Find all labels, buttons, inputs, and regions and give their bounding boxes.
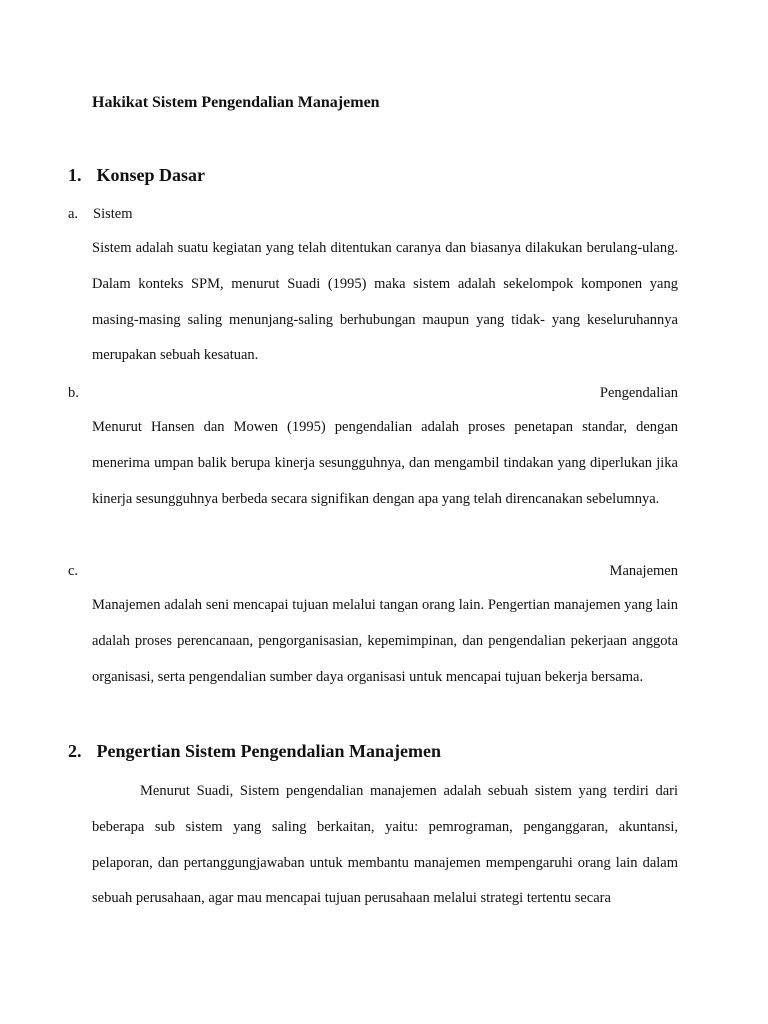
document-title: Hakikat Sistem Pengendalian Manajemen — [92, 94, 380, 111]
sub-item-a-paragraph: Sistem adalah suatu kegiatan yang telah ditentukan caranya dan biasanya dilakukan berulang-ulang. Dalam konteks SPM, menurut Suadi (1995) maka sistem adalah sekelompok komponen yang masing-masing saling menunjang-saling berhubungan maupun yang tidak- yang keseluruhannya merupakan sebuah kesatuan. — [92, 240, 678, 364]
section-1-heading — [68, 163, 205, 187]
section-2-paragraph: Menurut Suadi, Sistem pengendalian manajemen adalah sebuah sistem yang terdiri dari beberapa sub sistem yang saling berkaitan, yaitu: pemrograman, penganggaran, akuntansi, pelaporan, dan pertanggungjawaban untuk membantu manajemen mempengaruhi orang lain dalam sebuah perusahaan, agar mau mencapai tujuan perusahaan melalui strategi tertentu secara — [92, 783, 678, 907]
section-2-title: Pengertian Sistem Pengendalian Manajemen — [96, 741, 441, 761]
sub-item-c-letter: c. — [68, 563, 79, 579]
sub-item-a-letter: a. — [68, 206, 79, 222]
section-2-heading — [68, 739, 441, 763]
sub-item-a-name: Sistem — [93, 206, 133, 222]
sub-item-b-name: Pengendalian — [599, 385, 678, 401]
sub-item-b-letter: b. — [68, 385, 79, 401]
sub-item-b-label — [68, 383, 678, 403]
sub-item-c-label — [68, 561, 678, 581]
sub-item-a-label — [68, 204, 678, 224]
section-2-number: 2. — [68, 741, 82, 761]
sub-item-c-name: Manajemen — [609, 563, 678, 579]
sub-item-c-paragraph: Manajemen adalah seni mencapai tujuan melalui tangan orang lain. Pengertian manajemen yang lain adalah proses perencanaan, pengorganisasian, kepemimpinan, dan pengendalian pekerjaan anggota organisasi, serta pengendalian sumber daya organisasi untuk mencapai tujuan bekerja bersama. — [92, 597, 678, 685]
sub-item-b-paragraph: Menurut Hansen dan Mowen (1995) pengendalian adalah proses penetapan standar, dengan menerima umpan balik berupa kinerja sesungguhnya, dan mengambil tindakan yang diperlukan jika kinerja sesungguhnya berbeda secara signifikan dengan apa yang telah direncanakan sebelumnya. — [92, 419, 678, 507]
section-1-number: 1. — [68, 165, 82, 185]
section-1-title: Konsep Dasar — [96, 165, 206, 185]
